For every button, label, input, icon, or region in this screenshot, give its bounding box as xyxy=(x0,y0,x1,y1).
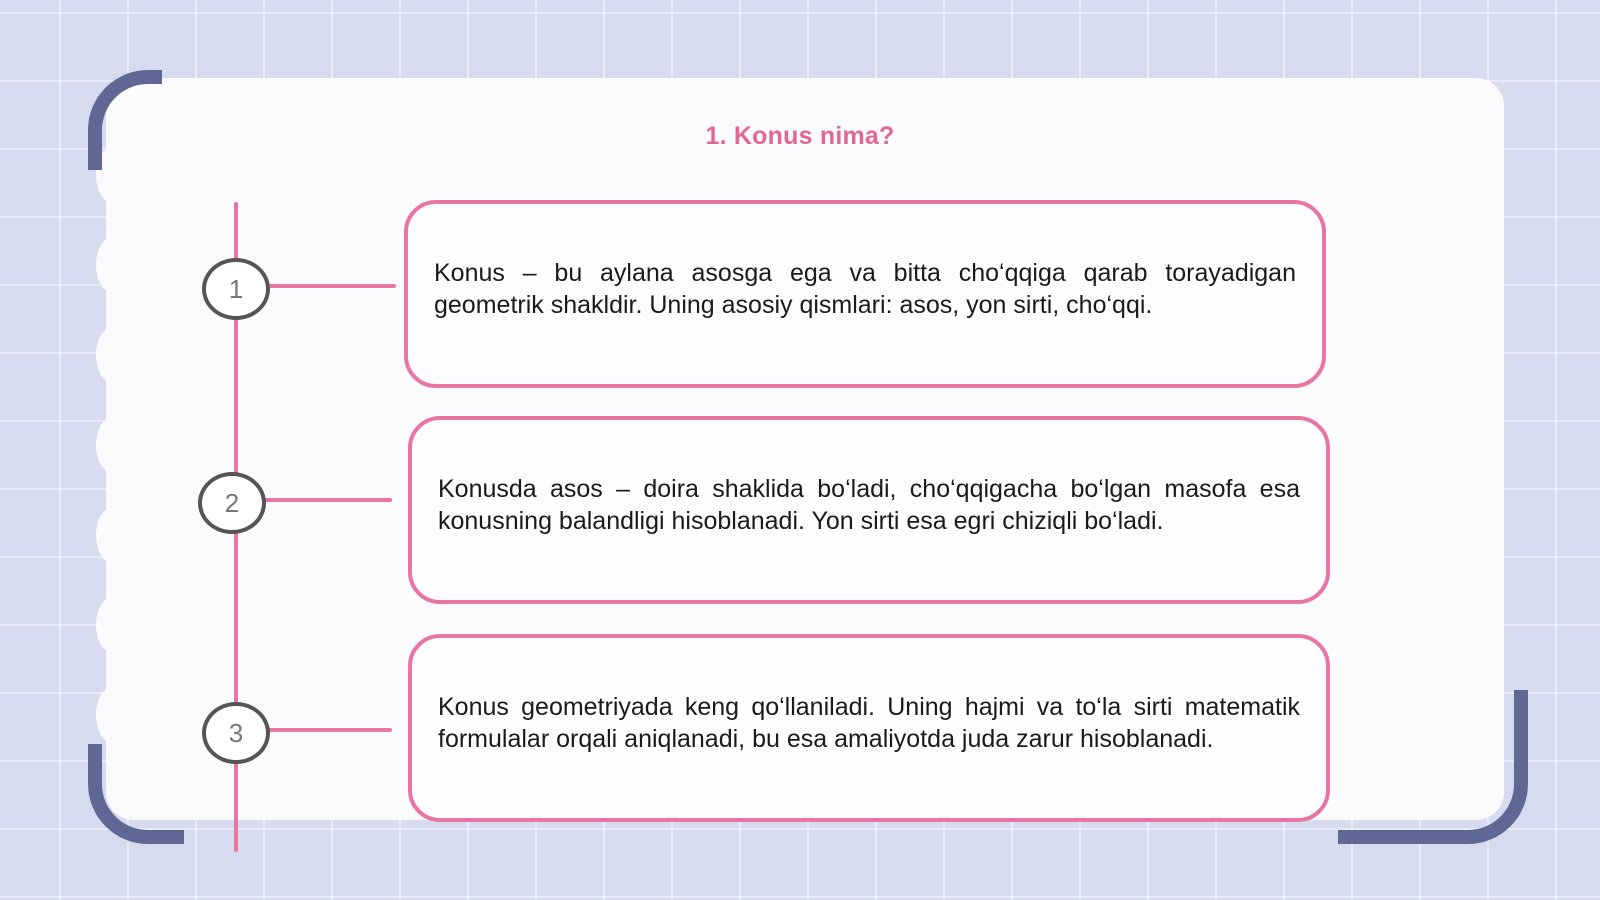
notebook-scallop xyxy=(96,418,126,472)
step-text: Konusda asos – doira shaklida bo‘ladi, cho‘qqigacha bo‘lgan masofa esa konusning balandligi hisoblanadi. Yon sirti esa egri chiziqli bo‘ladi. xyxy=(438,475,1300,535)
step-box xyxy=(408,416,1330,604)
step-box xyxy=(408,634,1330,822)
slide-title: 1. Konus nima? xyxy=(705,122,895,150)
step-number-circle xyxy=(202,258,270,320)
notebook-scallop xyxy=(96,598,126,652)
step-text: Konus geometriyada keng qo‘llaniladi. Uning hajmi va to‘la sirti matematik formulalar orqali aniqlanadi, bu esa amaliyotda juda zarur hisoblanadi. xyxy=(438,693,1300,753)
corner-bracket-bottom-right xyxy=(1338,690,1528,844)
corner-bracket-bottom-left xyxy=(88,744,184,844)
notebook-scallop xyxy=(96,328,126,382)
step-number-circle xyxy=(198,472,266,534)
notebook-scallop xyxy=(96,688,126,742)
corner-bracket-top-left xyxy=(88,70,162,170)
step-connector xyxy=(262,498,392,502)
step-box xyxy=(404,200,1326,388)
step-connector xyxy=(266,728,392,732)
step-number: 2 xyxy=(224,487,240,518)
notebook-scallop xyxy=(96,508,126,562)
notebook-scallop xyxy=(96,238,126,292)
step-number: 1 xyxy=(228,273,244,304)
step-connector xyxy=(266,284,396,288)
step-number-circle xyxy=(202,702,270,764)
step-text: Konus – bu aylana asosga ega va bitta cho‘qqiga qarab torayadigan geometrik shakldir. Uning asosiy qismlari: asos, yon sirti, cho‘qqi. xyxy=(434,259,1296,319)
step-number: 3 xyxy=(228,717,244,748)
